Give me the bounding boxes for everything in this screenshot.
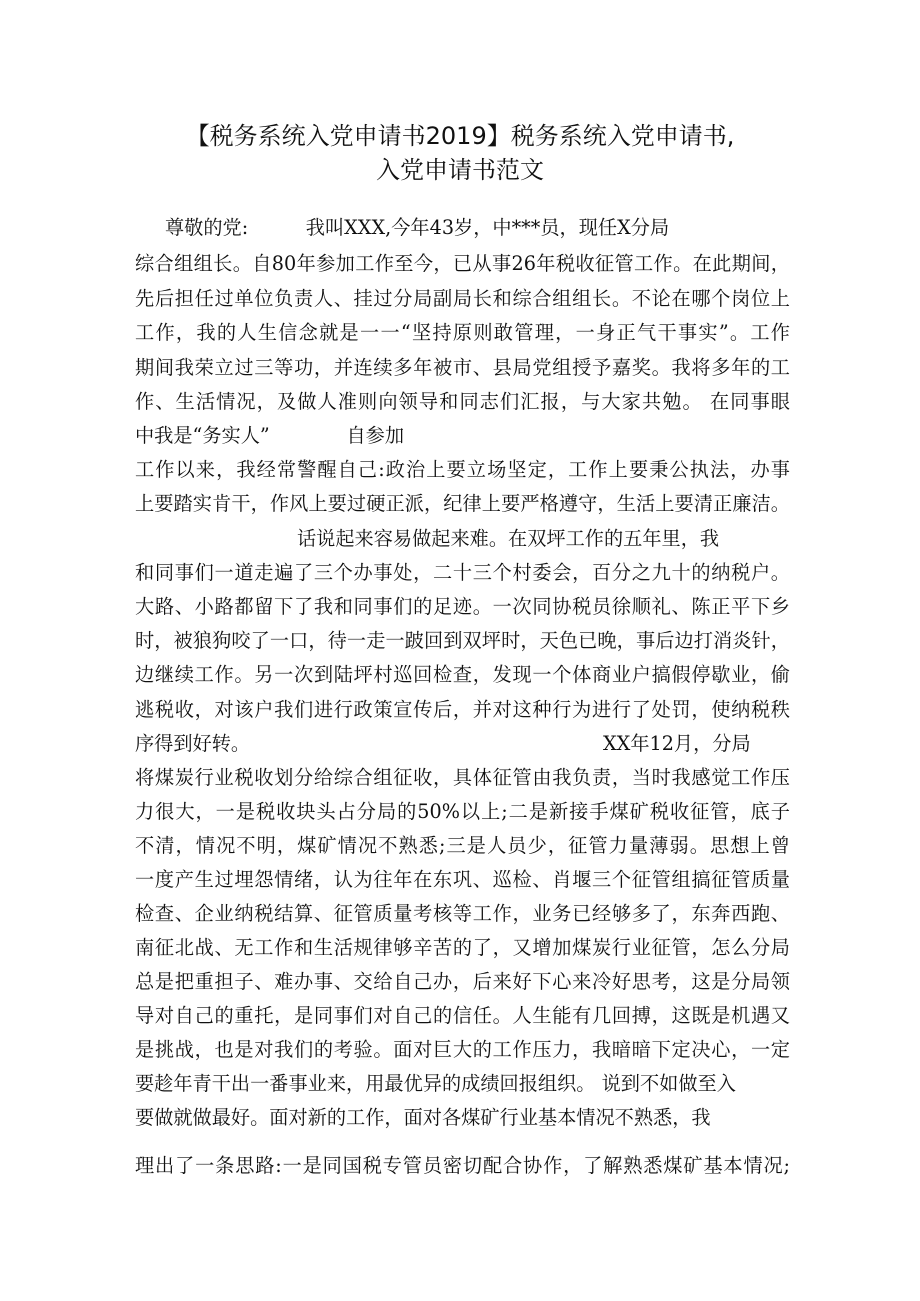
body-line: 力很大，一是税收块头占分局的50%以上;二是新接手煤矿税收征管，底子 bbox=[135, 800, 790, 823]
body-line: 要做就做最好。面对新的工作，面对各煤矿行业基本情况不熟悉，我 bbox=[135, 1106, 711, 1129]
body-line: XX年12月，分局 bbox=[603, 732, 751, 755]
body-line: 和同事们一道走遍了三个办事处，二十三个村委会，百分之九十的纳税户。 bbox=[135, 561, 790, 584]
body-line: 中我是“务实人” 自参加 bbox=[135, 424, 405, 447]
document-title-line-1: 【税务系统入党申请书2019】税务系统入党申请书, bbox=[185, 122, 735, 150]
body-line: 逃税收，对该户我们进行政策宣传后，并对这种行为进行了处罚，使纳税秩 bbox=[135, 698, 790, 721]
body-line: 工作以来，我经常警醒自己:政治上要立场坚定，工作上要秉公执法，办事 bbox=[135, 458, 790, 481]
body-line: 上要踏实肯干，作风上要过硬正派，纪律上要严格遵守，生活上要清正廉洁。 bbox=[135, 492, 790, 515]
body-line: 不清，情况不明，煤矿情况不熟悉;三是人员少，征管力量薄弱。思想上曾 bbox=[135, 834, 790, 857]
body-line: 时，被狼狗咬了一口，待一走一跛回到双坪时，天色已晚，事后边打消炎针， bbox=[135, 629, 790, 652]
body-line: 大路、小路都留下了我和同事们的足迹。一次同协税员徐顺礼、陈正平下乡 bbox=[135, 595, 790, 618]
body-line: 先后担任过单位负责人、挂过分局副局长和综合组组长。不论在哪个岗位上 bbox=[135, 287, 790, 310]
document-title-line-2: 入党申请书范文 bbox=[376, 156, 544, 184]
body-line: 期间我荣立过三等功，并连续多年被市、县局党组授予嘉奖。我将多年的工 bbox=[135, 356, 790, 379]
body-line: 尊敬的党: 我叫XXX,今年43岁，中***员，现任X分局 bbox=[165, 216, 670, 239]
body-line: 理出了一条思路:一是同国税专管员密切配合协作，了解熟悉煤矿基本情况; bbox=[135, 1154, 790, 1177]
body-line: 作、生活情况，及做人准则向领导和同志们汇报，与大家共勉。 在同事眼 bbox=[135, 390, 790, 413]
body-line: 综合组组长。自80年参加工作至今，已从事26年税收征管工作。在此期间， bbox=[135, 252, 790, 275]
body-line: 总是把重担子、难办事、交给自己办，后来好下心来冷好思考，这是分局领 bbox=[135, 970, 790, 993]
body-line: 话说起来容易做起来难。在双坪工作的五年里，我 bbox=[297, 527, 720, 550]
body-line: 检查、企业纳税结算、征管质量考核等工作，业务已经够多了，东奔西跑、 bbox=[135, 902, 790, 925]
body-line: 将煤炭行业税收划分给综合组征收，具体征管由我负责，当时我感觉工作压 bbox=[135, 766, 790, 789]
body-line: 南征北战、无工作和生活规律够辛苦的了，又增加煤炭行业征管，怎么分局 bbox=[135, 936, 790, 959]
body-line: 是挑战，也是对我们的考验。面对巨大的工作压力，我暗暗下定决心，一定 bbox=[135, 1038, 790, 1061]
body-line: 工作，我的人生信念就是一一“坚持原则敢管理，一身正气干事实”。工作 bbox=[135, 321, 790, 344]
body-line: 要趁年青干出一番事业来，用最优异的成绩回报组织。 说到不如做至入 bbox=[135, 1072, 736, 1095]
body-line: 一度产生过埋怨情绪，认为往年在东巩、巡检、肖堰三个征管组搞征管质量 bbox=[135, 868, 790, 891]
body-line: 导对自己的重托，是同事们对自己的信任。人生能有几回搏，这既是机遇又 bbox=[135, 1004, 790, 1027]
body-line: 序得到好转。 bbox=[135, 732, 251, 755]
body-line: 边继续工作。另一次到陆坪村巡回检查，发现一个体商业户搞假停歇业，偷 bbox=[135, 663, 790, 686]
